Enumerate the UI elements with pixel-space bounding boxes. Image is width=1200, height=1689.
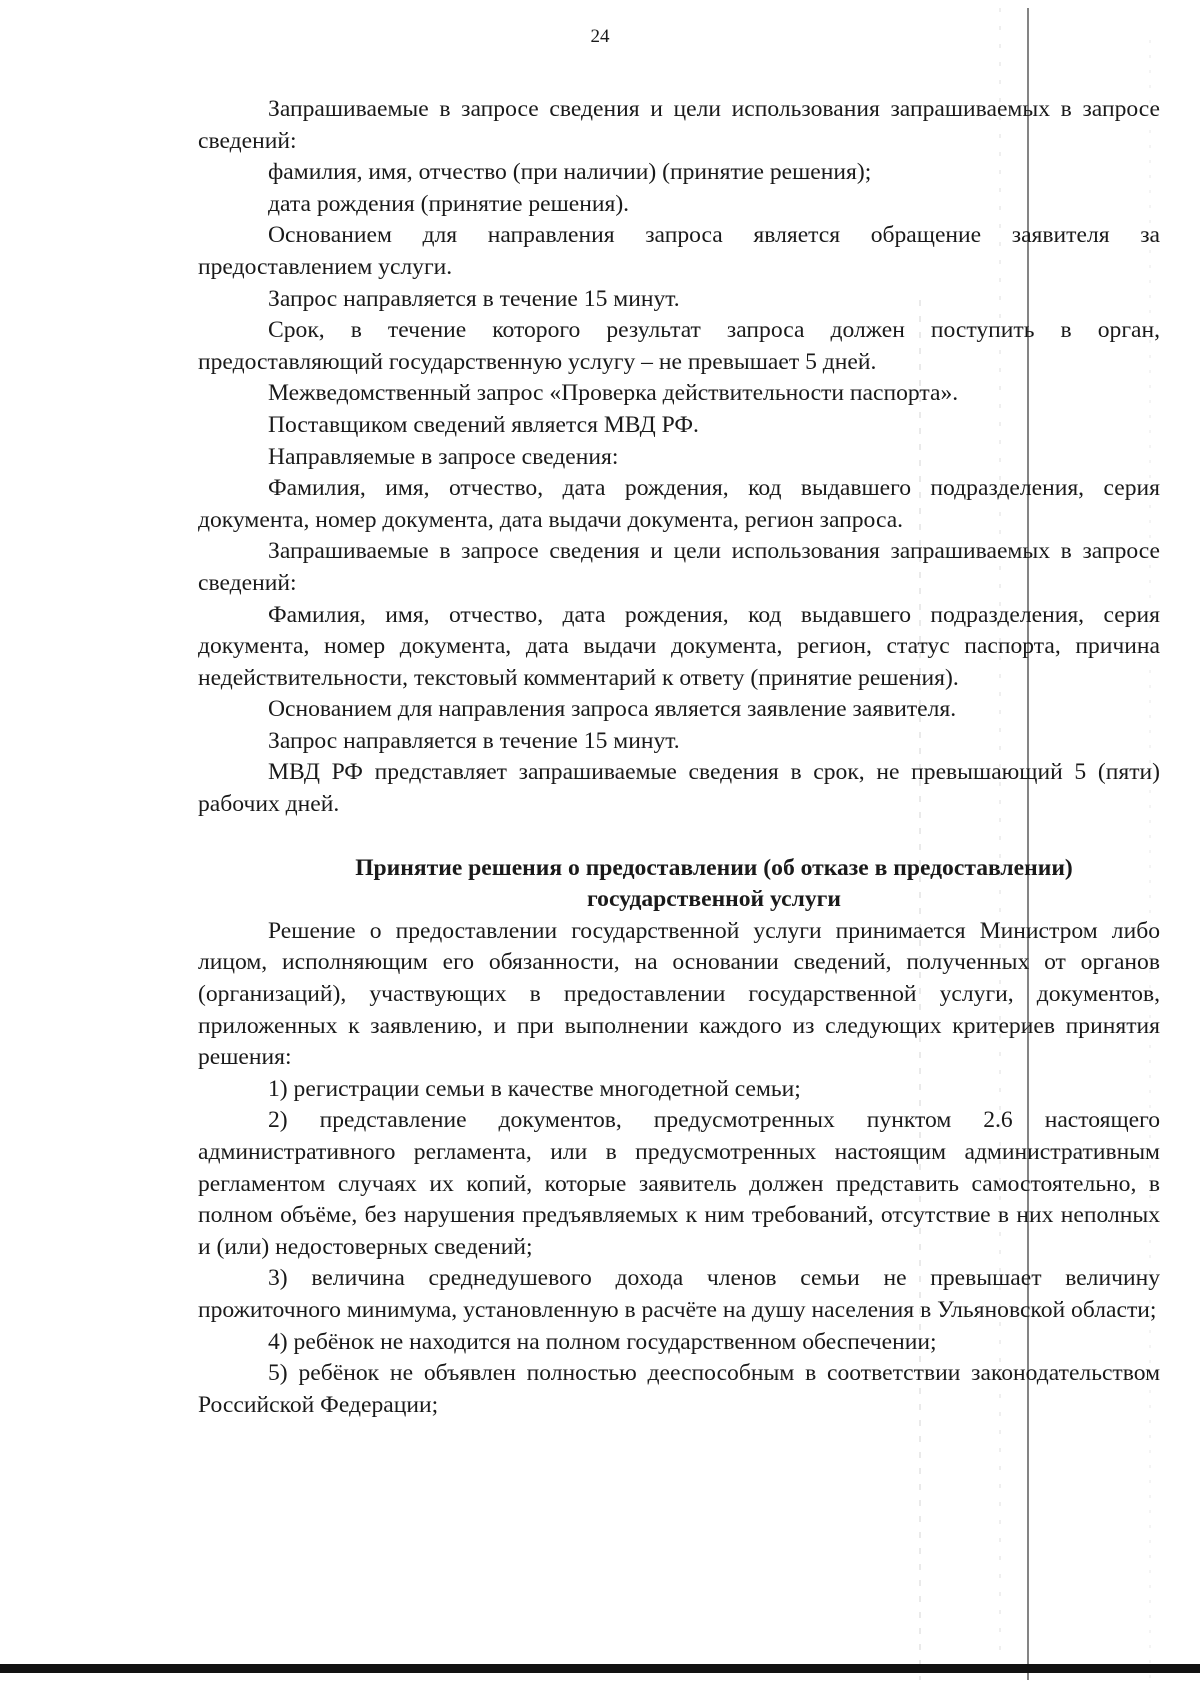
- paragraph: Основанием для направления запроса является обращение заявителя за предоставлением услуги.: [198, 222, 1160, 280]
- paragraph: дата рождения (принятие решения).: [268, 190, 630, 217]
- paragraph: Запрашиваемые в запросе сведения и цели использования запрашиваемых в запросе сведений:: [198, 538, 1160, 596]
- section-heading-line-2: государственной услуги: [587, 886, 841, 913]
- paragraph: Межведомственный запрос «Проверка действительности паспорта».: [268, 380, 959, 407]
- paragraph: Фамилия, имя, отчество, дата рождения, код выдавшего подразделения, серия документа, номер документа, дата выдачи документа, регион, статус паспорта, причина недействительности, текстовый комментарий к ответу (принятие решения).: [198, 601, 1160, 691]
- paragraph: Запрос направляется в течение 15 минут.: [268, 727, 680, 754]
- criteria-item: 5) ребёнок не объявлен полностью дееспособным в соответствии законодательством Российской Федерации;: [198, 1360, 1160, 1418]
- paragraph: Фамилия, имя, отчество, дата рождения, код выдавшего подразделения, серия документа, номер документа, дата выдачи документа, регион запроса.: [198, 475, 1160, 533]
- section-heading-line-1: Принятие решения о предоставлении (об отказе в предоставлении): [355, 854, 1073, 881]
- paragraph: Срок, в течение которого результат запроса должен поступить в орган, предоставляющий государственную услугу – не превышает 5 дней.: [198, 317, 1160, 375]
- paragraph: фамилия, имя, отчество (при наличии) (принятие решения);: [268, 159, 872, 186]
- section-heading: [198, 853, 1160, 916]
- document-body: [198, 94, 1160, 1421]
- criteria-item: 2) представление документов, предусмотренных пунктом 2.6 настоящего административного регламента, или в предусмотренных настоящим административным регламентом случаях их копий, которые заявитель должен представить самостоятельно, в полном объёме, без нарушения предъявляемых к ним требований, отсутствие в них неполных и (или) недостоверных сведений;: [198, 1107, 1160, 1260]
- page-number: 24: [590, 26, 610, 47]
- paragraph: Запрашиваемые в запросе сведения и цели использования запрашиваемых в запросе сведений:: [198, 96, 1160, 154]
- criteria-item: 3) величина среднедушевого дохода членов семьи не превышает величину прожиточного минимума, установленную в расчёте на душу населения в Ульяновской области;: [198, 1265, 1160, 1323]
- paragraph: Направляемые в запросе сведения:: [268, 443, 619, 470]
- criteria-item: 1) регистрации семьи в качестве многодетной семьи;: [268, 1075, 801, 1102]
- paragraph: Поставщиком сведений является МВД РФ.: [268, 411, 699, 438]
- paragraph: МВД РФ представляет запрашиваемые сведения в срок, не превышающий 5 (пяти) рабочих дней.: [198, 759, 1160, 818]
- scan-bottom-edge: [0, 1664, 1200, 1673]
- criteria-item: 4) ребёнок не находится на полном государственном обеспечении;: [268, 1328, 937, 1355]
- paragraph: Основанием для направления запроса является заявление заявителя.: [268, 696, 957, 723]
- paragraph: Решение о предоставлении государственной услуги принимается Министром либо лицом, исполняющим его обязанности, на основании сведений, полученных от органов (организаций), участвующих в предоставлении государственной услуги, документов, приложенных к заявлению, и при выполнении каждого из следующих критериев принятия решения:: [198, 917, 1160, 1071]
- paragraph: Запрос направляется в течение 15 минут.: [268, 285, 680, 312]
